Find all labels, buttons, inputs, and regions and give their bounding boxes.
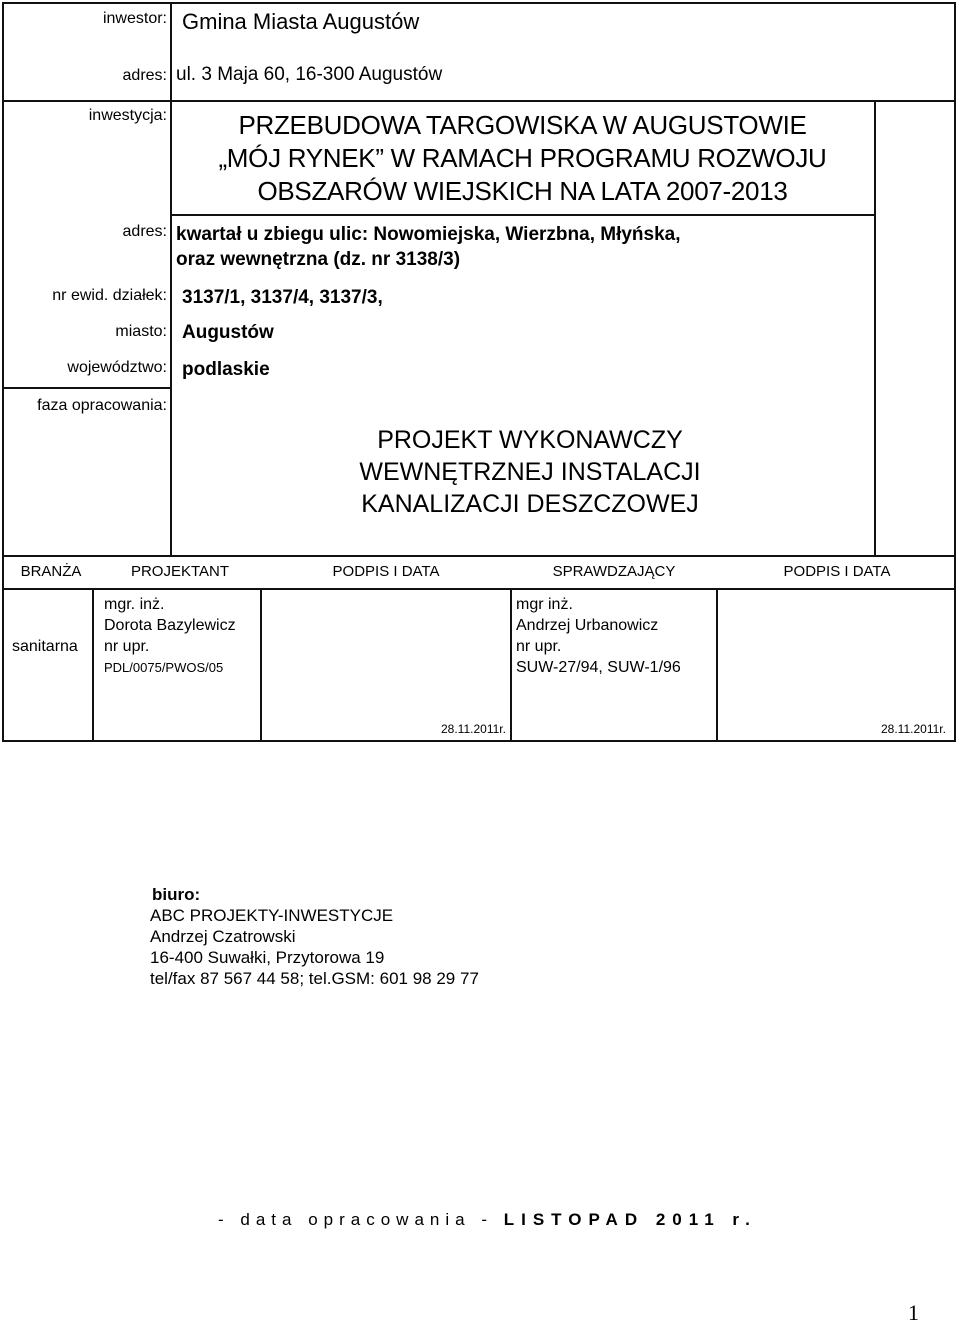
phase-line2: WEWNĘTRZNEJ INSTALACJI bbox=[359, 458, 701, 486]
phase-divider bbox=[2, 387, 172, 389]
footer-prefix: - data opracowania - bbox=[218, 1210, 493, 1229]
plots-value: 3137/1, 3137/4, 3137/3, bbox=[182, 287, 383, 308]
investor-value: Gmina Miasta Augustów bbox=[182, 9, 420, 34]
investor-address-value: ul. 3 Maja 60, 16-300 Augustów bbox=[176, 64, 443, 85]
site-address-line1: kwartał u zbiegu ulic: Nowomiejska, Wierzbna, Młyńska, bbox=[176, 224, 681, 245]
page-number: 1 bbox=[908, 1300, 919, 1325]
footer-date: LISTOPAD 2011 r. bbox=[503, 1210, 757, 1229]
phase-line3: KANALIZACJI DESZCZOWEJ bbox=[361, 490, 699, 518]
voivodeship-value: podlaskie bbox=[182, 359, 270, 380]
phase-label: faza opracowania: bbox=[37, 397, 167, 414]
checker-license-label: nr upr. bbox=[516, 638, 562, 655]
footer-line bbox=[218, 1210, 757, 1230]
table-col-4 bbox=[716, 588, 718, 742]
table-header-designer: PROJEKTANT bbox=[130, 563, 230, 580]
office-name: ABC PROJEKTY-INWESTYCJE bbox=[150, 906, 394, 925]
designer-license: PDL/0075/PWOS/05 bbox=[104, 660, 224, 675]
investor-divider bbox=[2, 100, 956, 102]
branch-value: sanitarna bbox=[12, 638, 78, 655]
office-person: Andrzej Czatrowski bbox=[150, 927, 296, 946]
phase-line1: PROJEKT WYKONAWCZY bbox=[377, 426, 683, 454]
table-header-signature: PODPIS I DATA bbox=[332, 563, 440, 580]
office-address: 16-400 Suwałki, Przytorowa 19 bbox=[150, 948, 385, 967]
voivodeship-label: województwo: bbox=[67, 359, 167, 376]
title-bottom-divider bbox=[170, 214, 876, 216]
site-address-label: adres: bbox=[122, 223, 167, 240]
designer-title: mgr. inż. bbox=[104, 596, 165, 613]
table-header-checker: SPRAWDZAJĄCY bbox=[552, 563, 676, 580]
city-label: miasto: bbox=[115, 323, 167, 340]
designer-name: Dorota Bazylewicz bbox=[104, 617, 236, 634]
table-col-1 bbox=[92, 588, 94, 742]
site-address-line2: oraz wewnętrzna (dz. nr 3138/3) bbox=[176, 249, 461, 270]
table-col-3 bbox=[510, 588, 512, 742]
investor-address-label: adres: bbox=[122, 67, 167, 84]
investment-title-line1: PRZEBUDOWA TARGOWISKA W AUGUSTOWIE bbox=[238, 110, 807, 140]
office-label: biuro: bbox=[152, 885, 201, 904]
table-col-2 bbox=[260, 588, 262, 742]
investment-title-line3: OBSZARÓW WIEJSKICH NA LATA 2007-2013 bbox=[257, 176, 788, 206]
investment-label: inwestycja: bbox=[88, 107, 167, 124]
table-header-checker-signature: PODPIS I DATA bbox=[783, 563, 891, 580]
table-top-line bbox=[2, 555, 956, 557]
checker-title: mgr inż. bbox=[516, 596, 573, 613]
label-column-divider bbox=[170, 2, 172, 555]
designer-date: 28.11.2011r. bbox=[441, 722, 506, 736]
office-contact: tel/fax 87 567 44 58; tel.GSM: 601 98 29 77 bbox=[150, 969, 479, 988]
table-header-branch: BRANŻA bbox=[20, 563, 82, 580]
designer-license-label: nr upr. bbox=[104, 638, 150, 655]
checker-date: 28.11.2011r. bbox=[881, 722, 946, 736]
investment-title-line2: „MÓJ RYNEK” W RAMACH PROGRAMU ROZWOJU bbox=[218, 143, 827, 173]
checker-license: SUW-27/94, SUW-1/96 bbox=[516, 659, 681, 676]
checker-name: Andrzej Urbanowicz bbox=[516, 617, 659, 634]
plots-label: nr ewid. działek: bbox=[52, 287, 167, 304]
investor-label: inwestor: bbox=[102, 10, 167, 27]
table-header-line bbox=[2, 588, 956, 590]
city-value: Augustów bbox=[182, 322, 274, 343]
